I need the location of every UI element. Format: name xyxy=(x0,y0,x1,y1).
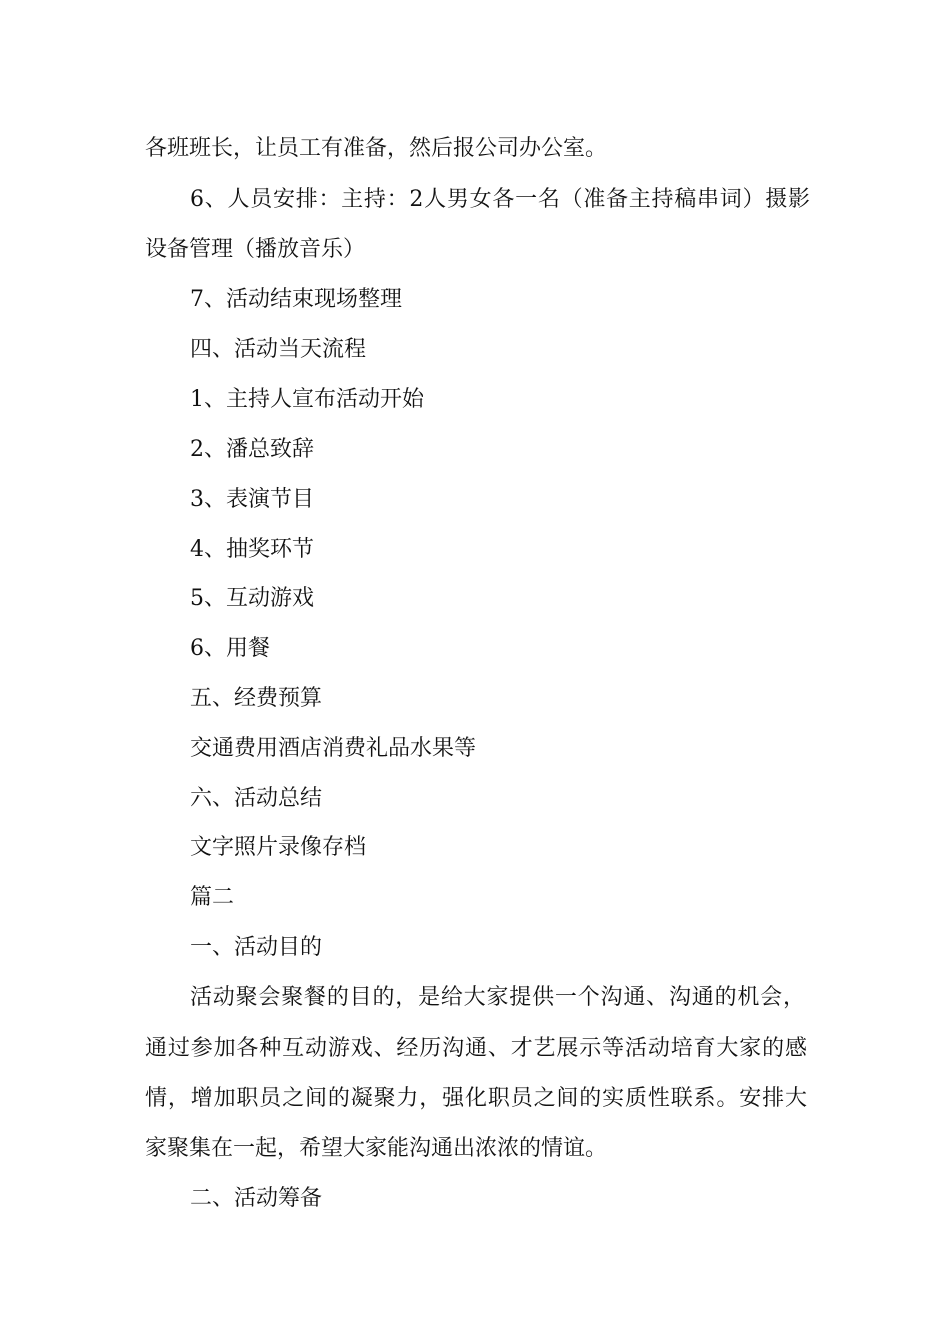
text-line: 通过参加各种互动游戏、经历沟通、才艺展示等活动培育大家的感 xyxy=(145,1036,807,1061)
section-heading: 六、活动总结 xyxy=(190,786,323,811)
text-line: 设备管理（播放音乐） xyxy=(145,237,366,262)
list-item: 5、互动游戏 xyxy=(190,586,314,611)
section-heading: 四、活动当天流程 xyxy=(190,337,367,362)
list-item: 3、表演节目 xyxy=(190,487,314,512)
list-item: 4、抽奖环节 xyxy=(190,537,314,562)
part-heading: 篇二 xyxy=(190,885,235,910)
list-item: 6、用餐 xyxy=(190,636,270,661)
list-item: 2、潘总致辞 xyxy=(190,437,314,462)
list-item: 1、主持人宣布活动开始 xyxy=(190,387,424,412)
text-line: 各班班长，让员工有准备，然后报公司办公室。 xyxy=(145,136,608,161)
text-line: 活动聚会聚餐的目的，是给大家提供一个沟通、沟通的机会， xyxy=(190,985,805,1010)
section-heading: 二、活动筹备 xyxy=(190,1186,323,1211)
text-line: 家聚集在一起，希望大家能沟通出浓浓的情谊。 xyxy=(145,1136,608,1161)
text-line: 6、人员安排：主持：2人男女各一名（准备主持稿串词）摄影 xyxy=(190,187,810,212)
text-line: 情，增加职员之间的凝聚力，强化职员之间的实质性联系。安排大 xyxy=(145,1086,807,1111)
list-item: 7、活动结束现场整理 xyxy=(190,287,402,312)
section-heading: 五、经费预算 xyxy=(190,686,323,711)
text-line: 文字照片录像存档 xyxy=(190,835,367,860)
section-heading: 一、活动目的 xyxy=(190,935,323,960)
text-line: 交通费用酒店消费礼品水果等 xyxy=(190,736,477,761)
